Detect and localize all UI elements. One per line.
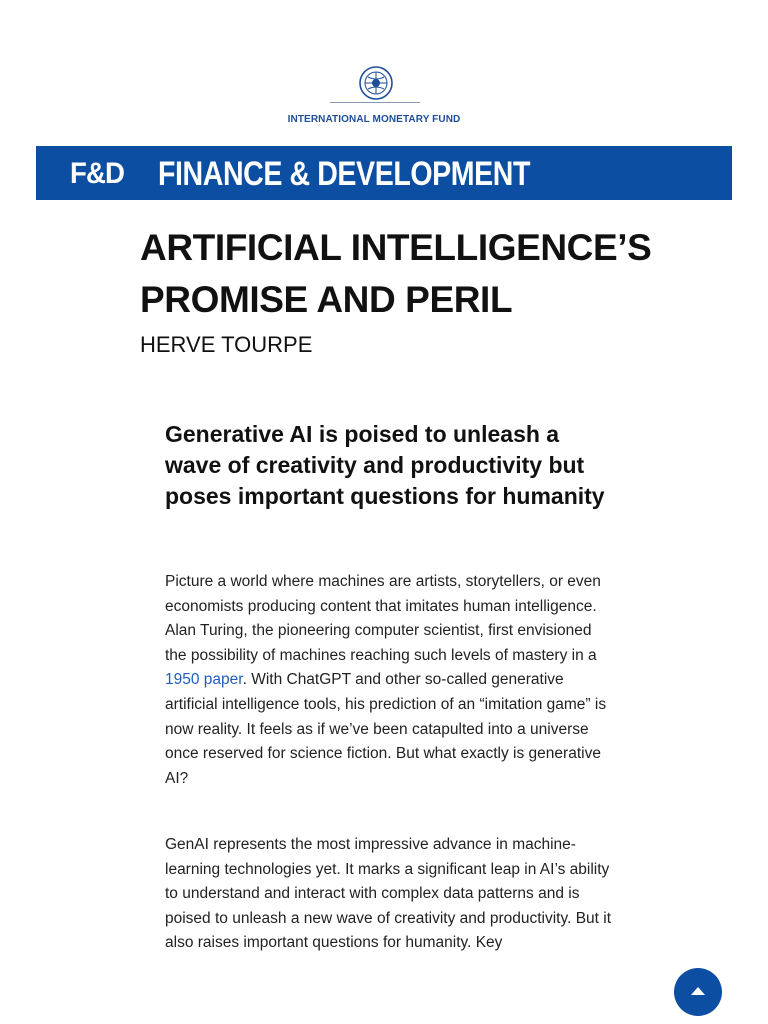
paragraph-text: . With ChatGPT and other so-called generative artificial intelligence tools, his prediction of an “imitation game” is now reality. It feels as if we’ve been catapulted into a universe once reserved for science fiction. But what exactly is generative AI?	[165, 671, 607, 787]
fd-banner	[36, 146, 732, 200]
article-title	[140, 222, 740, 326]
seal-divider	[330, 102, 420, 103]
banner-title: FINANCE & DEVELOPMENT	[158, 155, 531, 193]
scroll-to-top-button[interactable]	[674, 968, 722, 1016]
article-author: HERVE TOURPE	[140, 332, 313, 357]
turing-1950-paper-link[interactable]: 1950 paper	[165, 671, 243, 689]
banner-logo: F&D	[70, 157, 124, 190]
arrow-up-icon	[691, 987, 705, 995]
article-paragraph-2: GenAI represents the most impressive advance in machine-learning technologies yet. It marks a significant leap in AI’s ability to understand and interact with complex data patterns and is poised to unleash a new wave of creativity and productivity. But it also raises important questions for humanity. Key	[165, 836, 612, 952]
paragraph-text: Picture a world where machines are artists, storytellers, or even economists producing content that imitates human intelligence. Alan Turing, the pioneering computer scientist, first envisioned the possibility of machines reaching such levels of mastery in a	[165, 573, 601, 664]
article-deck: Generative AI is poised to unleash a wave of creativity and productivity but poses important questions for humanity	[165, 421, 605, 509]
imf-seal-icon	[359, 66, 393, 100]
article-title-line-1: ARTIFICIAL INTELLIGENCE’S	[140, 227, 652, 268]
org-name: INTERNATIONAL MONETARY FUND	[287, 114, 461, 125]
article-paragraph-1	[165, 570, 615, 791]
article-title-line-2: PROMISE AND PERIL	[140, 279, 513, 320]
